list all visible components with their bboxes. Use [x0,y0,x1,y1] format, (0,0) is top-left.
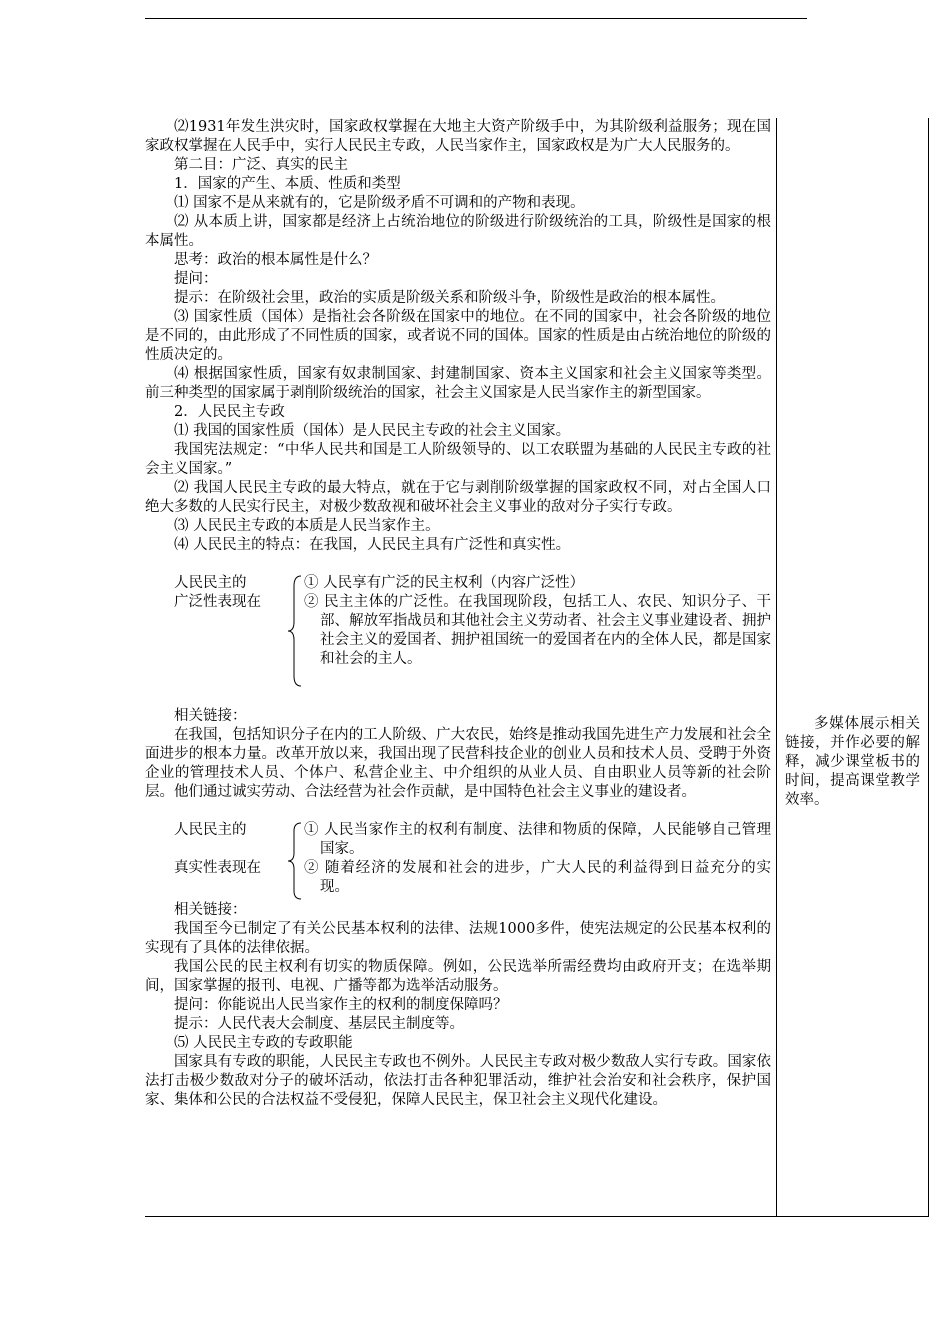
brace-label: 人民民主的 广泛性表现在 [174,575,261,610]
brace-items [304,574,771,669]
breadth-brace-block [145,574,771,688]
paragraph: 我国公民的民主权利有切实的物质保障。例如，公民选举所需经费均由政府开支；在选举期间，国家掌握的报刊、电视、广播等都为选举活动服务。 [145,959,771,994]
list-item: ① 人民当家作主的权利有制度、法律和物质的保障，人民能够自己管理国家。 [304,822,771,857]
header-rule [145,18,807,19]
related-link-title: 相关链接： [174,902,247,918]
paragraph: ⑶ 国家性质（国体）是指社会各阶级在国家中的地位。在不同的国家中，社会各阶级的地位是不同的，由此形成了不同性质的国家，或者说不同的国体。国家的性质是由占统治地位的阶级的性质决定的。 [145,309,771,363]
curly-brace [286,574,304,688]
main-column [145,118,771,1110]
brace-label: 人民民主的 真实性表现在 [174,822,261,876]
subsection-heading: 1．国家的产生、本质、性质和类型 [174,176,401,192]
paragraph: ⑷ 人民民主的特点：在我国，人民民主具有广泛性和真实性。 [174,537,571,553]
paragraph: 我国宪法规定：“中华人民共和国是工人阶级领导的、以工农联盟为基础的人民民主专政的社会主义国家。” [145,442,771,477]
list-item: ② 民主主体的广泛性。在我国现阶段，包括工人、农民、知识分子、干部、解放军指战员和其他社会主义劳动者、社会主义事业建设者、拥护社会主义的爱国者、拥护祖国统一的爱国者在内的全体人民，都是国家和社会的主人。 [304,594,771,667]
prompt: 提问：你能说出人民当家作主的权利的制度保障吗？ [174,997,508,1013]
paragraph: 国家具有专政的职能，人民民主专政也不例外。人民民主专政对极少数敌人实行专政。国家依法打击极少数敌对分子的破坏活动，依法打击各种犯罪活动，维护社会治安和社会秩序，保护国家、集体和公民的合法权益不受侵犯，保障人民民主，保卫社会主义现代化建设。 [145,1054,771,1108]
hint: 提示：人民代表大会制度、基层民主制度等。 [174,1016,464,1032]
reality-brace-block [145,821,771,901]
paragraph: ⑴ 我国的国家性质（国体）是人民民主专政的社会主义国家。 [174,423,571,439]
side-note: 多媒体展示相关链接，并作必要的解释，减少课堂板书的时间，提高课堂教学效率。 [785,716,920,808]
section-heading: 第二目：广泛、真实的民主 [174,157,348,173]
list-item: ② 随着经济的发展和社会的进步，广大人民的利益得到日益充分的实现。 [304,860,771,895]
list-item: ① 人民享有广泛的民主权利（内容广泛性） [304,575,585,591]
column-right-edge [928,118,929,1216]
bottom-rule [145,1216,929,1217]
brace-items [304,821,771,897]
paragraph: ⑸ 人民民主专政的专政职能 [174,1035,353,1051]
paragraph: 在我国，包括知识分子在内的工人阶级、广大农民，始终是推动我国先进生产力发展和社会全面进步的根本力量。改革开放以来，我国出现了民营科技企业的创业人员和技术人员、受聘于外资企业的管理技术人员、个体户、私营企业主、中介组织的从业人员、自由职业人员等新的社会阶层。他们通过诚实劳动、合法经营为社会作贡献，是中国特色社会主义事业的建设者。 [145,727,771,800]
hint: 提示：在阶级社会里，政治的实质是阶级关系和阶级斗争，阶级性是政治的根本属性。 [174,290,725,306]
prompt: 提问： [174,271,218,287]
column-divider [776,118,777,1216]
question: 思考：政治的根本属性是什么？ [174,252,377,268]
paragraph: ⑵ 从本质上讲，国家都是经济上占统治地位的阶级进行阶级统治的工具，阶级性是国家的根本属性。 [145,214,771,249]
paragraph: 我国至今已制定了有关公民基本权利的法律、法规1000多件，使宪法规定的公民基本权利的实现有了具体的法律依据。 [145,921,771,956]
side-note-column [785,715,920,810]
related-link-title: 相关链接： [174,708,247,724]
paragraph: ⑴ 国家不是从来就有的，它是阶级矛盾不可调和的产物和表现。 [174,195,585,211]
paragraph: ⑷ 根据国家性质，国家有奴隶制国家、封建制国家、资本主义国家和社会主义国家等类型。前三种类型的国家属于剥削阶级统治的国家，社会主义国家是人民当家作主的新型国家。 [145,366,771,401]
subsection-heading: 2．人民民主专政 [174,404,285,420]
paragraph: ⑵ 我国人民民主专政的最大特点，就在于它与剥削阶级掌握的国家政权不同，对占全国人口绝大多数的人民实行民主，对极少数敌视和破坏社会主义事业的敌对分子实行专政。 [145,480,771,515]
curly-brace [286,821,304,901]
paragraph: ⑵1931年发生洪灾时，国家政权掌握在大地主大资产阶级手中，为其阶级利益服务；现在国家政权掌握在人民手中，实行人民民主专政，人民当家作主，国家政权是为广大人民服务的。 [145,119,771,154]
paragraph: ⑶ 人民民主专政的本质是人民当家作主。 [174,518,440,534]
